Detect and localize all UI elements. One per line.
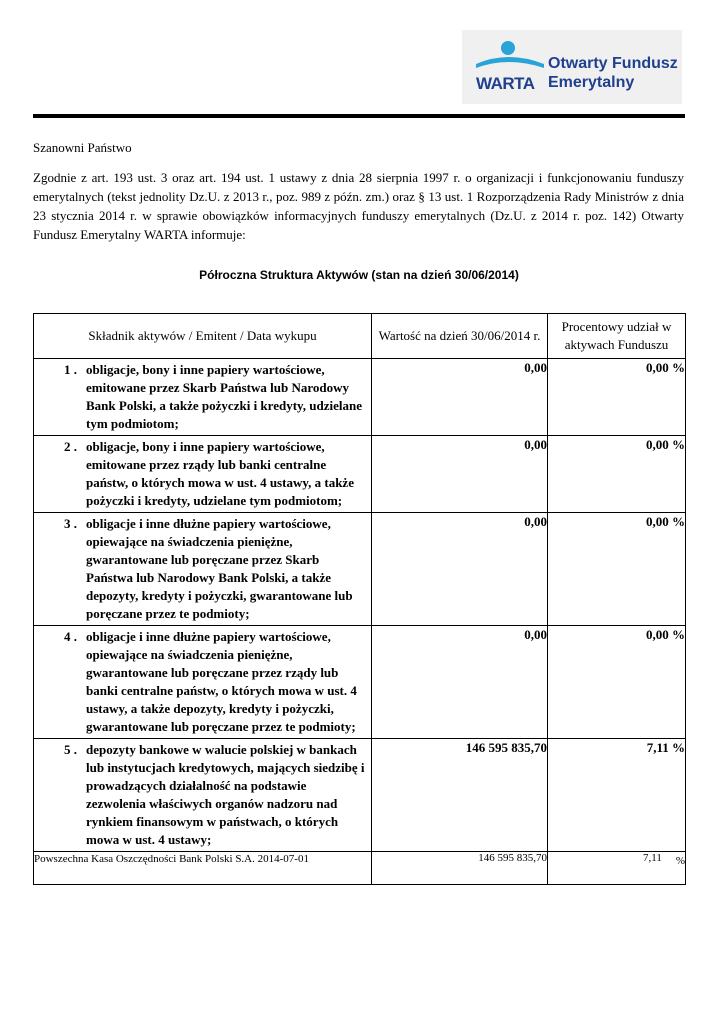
header-divider bbox=[33, 114, 685, 118]
table-row bbox=[34, 739, 686, 852]
row-number: 2 . bbox=[64, 439, 77, 454]
row-number: 4 . bbox=[64, 629, 77, 644]
row-number: 5 . bbox=[64, 742, 77, 757]
asset-structure-table bbox=[33, 313, 686, 885]
row-value: 146 595 835,70 bbox=[372, 739, 548, 852]
logo-line-1: Otwarty Fundusz bbox=[548, 55, 678, 72]
row-number: 1 . bbox=[64, 362, 77, 377]
row-value: 0,00 bbox=[372, 359, 548, 436]
table-header-row bbox=[34, 314, 686, 359]
issuer-row bbox=[34, 852, 686, 885]
row-description: obligacje, bony i inne papiery wartościowe, emitowane przez Skarb Państwa lub Narodowy Bank Polski, a także pożyczki i kredyty, udzielane tym podmiotom; bbox=[86, 362, 363, 431]
row-description: obligacje i inne dłużne papiery wartościowe, opiewające na świadczenia pieniężne, gwarantowane lub poręczane przez Skarb Państwa lub Narodowy Bank Polski, a także depozyty, kredyty i pożyczki, gwarantowane lub poręczane przez te podmioty; bbox=[86, 516, 353, 621]
row-description: obligacje, bony i inne papiery wartościowe, emitowane przez rządy lub banki centralne państw, o których mowa w ust. 4 ustawy, a także pożyczki i kredyty, udzielane tym podmiotom; bbox=[86, 439, 354, 508]
row-description: obligacje i inne dłużne papiery wartościowe, opiewające na świadczenia pieniężne, gwarantowane lub poręczane przez rządy lub banki centralne państw, o których mowa w ust. 4 ustawy, a także depozyty, kredyty i pożyczki, gwarantowane lub poręczane przez te podmioty; bbox=[86, 629, 357, 734]
table-row bbox=[34, 513, 686, 626]
row-share: 0,00 % bbox=[548, 359, 686, 436]
table-row bbox=[34, 359, 686, 436]
header-component: Składnik aktywów / Emitent / Data wykupu bbox=[34, 314, 372, 359]
document-title: Półroczna Struktura Aktywów (stan na dzień 30/06/2014) bbox=[199, 268, 519, 282]
table-row bbox=[34, 626, 686, 739]
row-number: 3 . bbox=[64, 516, 77, 531]
issuer-share: 7,11 bbox=[642, 852, 662, 864]
row-description: depozyty bankowe w walucie polskiej w bankach lub instytucjach kredytowych, mających siedzibę i prowadzących działalność na podstawie zezwolenia właściwych organów nadzoru nad rynkiem finansowym w państwach, o których mowa w ust. 4 ustawy; bbox=[86, 742, 365, 847]
table-row bbox=[34, 436, 686, 513]
header-share: Procentowy udział w aktywach Funduszu bbox=[548, 314, 686, 359]
issuer-name: Powszechna Kasa Oszczędności Bank Polski S.A. 2014-07-01 bbox=[34, 852, 372, 885]
row-share: 0,00 % bbox=[548, 626, 686, 739]
logo-name bbox=[548, 54, 678, 92]
intro-paragraph: Zgodnie z art. 193 ust. 3 oraz art. 194 ust. 1 ustawy z dnia 28 sierpnia 1997 r. o organizacji i funkcjonowaniu funduszy emerytalnych (tekst jednolity Dz.U. z 2013 r., poz. 989 z późn. zm.) oraz § 13 ust. 1 Rozporządzenia Rady Ministrów z dnia 23 stycznia 2014 r. w sprawie obowiązków informacyjnych funduszy emerytalnych (Dz.U. z 2014 r. poz. 142) Otwarty Fundusz Emerytalny WARTA informuje: bbox=[33, 170, 684, 242]
issuer-value: 146 595 835,70 bbox=[372, 852, 548, 885]
header-value: Wartość na dzień 30/06/2014 r. bbox=[372, 314, 548, 359]
row-value: 0,00 bbox=[372, 513, 548, 626]
row-value: 0,00 bbox=[372, 626, 548, 739]
logo-line-2: Emerytalny bbox=[548, 74, 635, 91]
issuer-share-sign: % bbox=[675, 855, 685, 867]
greeting: Szanowni Państwo bbox=[33, 140, 132, 155]
row-share: 7,11 % bbox=[548, 739, 686, 852]
logo-brand: WARTA bbox=[476, 74, 535, 93]
fund-logo bbox=[462, 30, 682, 104]
row-value: 0,00 bbox=[372, 436, 548, 513]
issuer-share-cell bbox=[548, 852, 686, 885]
row-share: 0,00 % bbox=[548, 513, 686, 626]
row-share: 0,00 % bbox=[548, 436, 686, 513]
